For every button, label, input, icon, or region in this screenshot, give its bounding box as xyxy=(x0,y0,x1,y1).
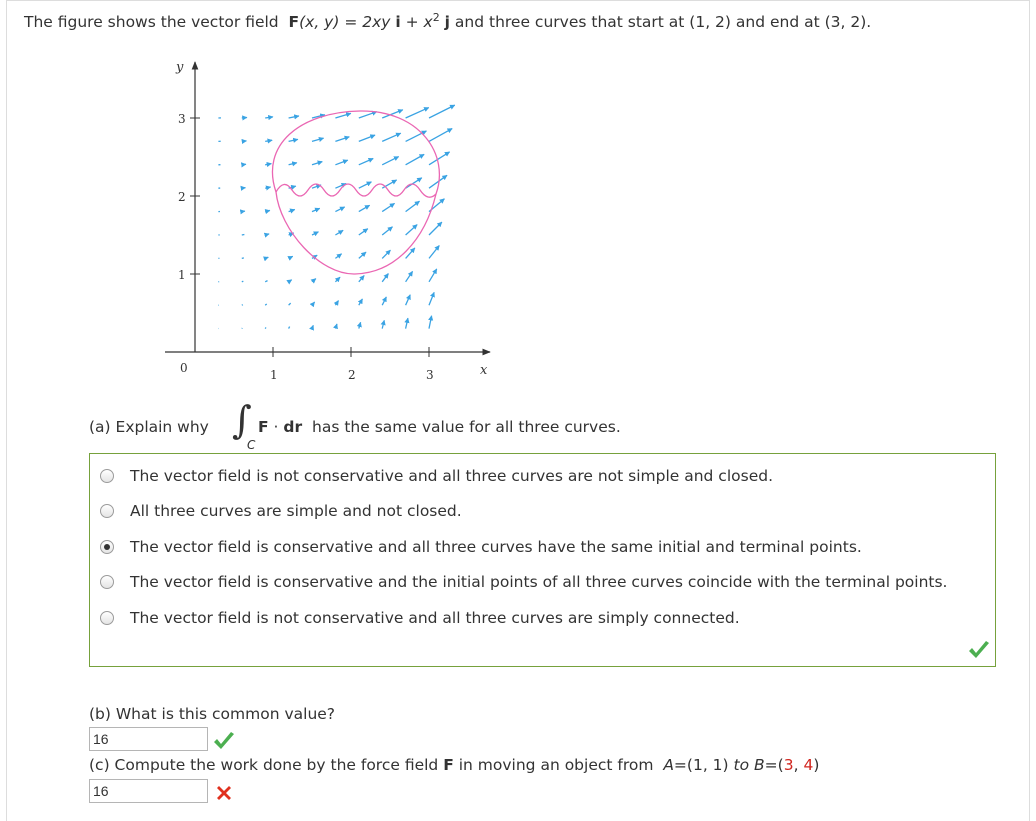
field-arrow xyxy=(406,131,427,141)
field-arrow xyxy=(312,325,313,328)
field-arrow xyxy=(359,322,361,328)
field-arrow xyxy=(242,258,244,259)
field-arrow xyxy=(382,274,388,282)
field-arrow xyxy=(312,138,324,141)
field-arrow xyxy=(335,230,343,235)
choice-label: The vector field is not conservative and all three curves are not simple and closed. xyxy=(130,467,774,485)
field-arrow xyxy=(359,275,364,281)
field-arrow xyxy=(359,112,377,118)
field-arrow xyxy=(265,164,271,165)
part-c-question: (c) Compute the work done by the force field F in moving an object from A=(1, 1) to B=(3, 4) xyxy=(89,756,820,774)
field-arrow xyxy=(382,250,390,258)
part-a-question: (a) Explain why xyxy=(89,418,209,436)
field-arrow xyxy=(312,208,320,211)
field-arrow xyxy=(382,297,386,305)
field-arrow xyxy=(359,229,368,235)
field-arrow xyxy=(265,234,269,235)
part-b-question: (b) What is this common value? xyxy=(89,705,336,723)
field-arrow xyxy=(382,227,392,235)
curve-lower-arc xyxy=(276,192,436,274)
vector-field-figure xyxy=(150,55,510,385)
choice-label: The vector field is not conservative and all three curves are simply connected. xyxy=(130,609,740,627)
field-arrow xyxy=(359,135,375,141)
field-arrow xyxy=(359,158,373,164)
field-arrow xyxy=(406,201,420,211)
choice-1[interactable] xyxy=(100,465,773,487)
field-arrow xyxy=(289,256,293,258)
field-arrow xyxy=(335,254,341,259)
choice-3[interactable] xyxy=(100,536,862,558)
choice-label: The vector field is conservative and the initial points of all three curves coincide with the terminal points. xyxy=(130,573,948,591)
field-arrow xyxy=(289,210,295,212)
field-arrow xyxy=(429,316,432,329)
radio-button[interactable] xyxy=(100,575,114,589)
field-arrow xyxy=(242,234,245,235)
field-arrow xyxy=(429,129,452,142)
field-arrow xyxy=(242,117,247,118)
field-arrow xyxy=(289,139,298,141)
field-arrow xyxy=(242,211,245,212)
field-arrow xyxy=(429,246,439,259)
field-arrow xyxy=(335,113,350,118)
y-tick-label-1: 1 xyxy=(178,268,186,282)
field-arrow xyxy=(406,178,422,188)
field-arrow xyxy=(406,108,429,118)
field-arrow xyxy=(312,162,322,165)
field-arrow xyxy=(359,299,363,305)
field-arrow xyxy=(406,271,413,281)
field-arrow xyxy=(265,140,272,141)
field-arrow xyxy=(242,281,244,282)
answer-choices xyxy=(89,453,996,667)
y-tick-label-2: 2 xyxy=(178,190,186,204)
field-arrow xyxy=(429,269,437,282)
y-tick-label-3: 3 xyxy=(178,112,186,126)
field-arrow xyxy=(265,327,266,328)
curve-upper-arc xyxy=(272,111,439,194)
radio-button[interactable] xyxy=(100,504,114,518)
checkmark-icon xyxy=(967,640,991,660)
field-arrow xyxy=(242,141,247,142)
field-arrow xyxy=(265,281,267,282)
field-arrow xyxy=(429,105,455,118)
integral-sign: ∫ xyxy=(232,398,252,442)
radio-button[interactable] xyxy=(100,611,114,625)
field-arrow xyxy=(265,304,267,305)
field-arrow xyxy=(335,184,346,189)
field-arrow xyxy=(242,164,246,165)
field-arrow xyxy=(265,257,268,258)
field-arrow xyxy=(242,188,246,189)
field-arrow xyxy=(335,160,347,165)
field-arrow xyxy=(359,182,372,188)
field-arrow xyxy=(382,203,394,211)
field-arrow xyxy=(312,232,318,235)
x-tick-label-1: 1 xyxy=(270,368,278,382)
field-arrow xyxy=(406,225,418,235)
x-axis-label: x xyxy=(480,363,488,378)
field-arrow xyxy=(406,154,425,164)
choice-label: The vector field is conservative and all three curves have the same initial and terminal points. xyxy=(130,538,862,556)
field-arrow xyxy=(429,292,434,305)
question-header: The figure shows the vector field F(x, y) = 2xy $i + x^2$ j and three curves that start at (1, 2) and end at (3, 2). xyxy=(24,11,872,31)
checkmark-icon xyxy=(212,731,236,751)
field-arrow xyxy=(429,152,450,165)
choice-5[interactable] xyxy=(100,607,740,629)
field-arrows xyxy=(218,105,454,328)
field-arrow xyxy=(335,137,349,142)
choice-2[interactable] xyxy=(100,500,462,522)
field-arrow xyxy=(289,163,297,165)
curve-wave xyxy=(276,184,436,197)
field-arrow xyxy=(242,328,243,329)
field-arrow xyxy=(406,318,408,328)
part-b-answer-input[interactable]: 16 xyxy=(89,727,208,751)
field-arrow xyxy=(289,116,299,118)
field-arrow xyxy=(382,133,401,141)
field-arrow xyxy=(265,210,270,211)
wrong-x-icon xyxy=(214,783,234,803)
field-arrow xyxy=(359,252,366,258)
field-arrow xyxy=(406,295,411,305)
origin-label: 0 xyxy=(180,361,188,375)
field-arrow xyxy=(265,117,273,118)
choice-label: All three curves are simple and not closed. xyxy=(130,502,462,520)
field-arrow xyxy=(429,222,442,235)
field-arrow xyxy=(335,277,340,282)
field-arrow xyxy=(242,305,243,306)
radio-button-selected[interactable] xyxy=(100,540,114,554)
y-axis-label: y xyxy=(176,60,184,75)
field-arrow xyxy=(312,302,315,305)
radio-button[interactable] xyxy=(100,469,114,483)
x-tick-label-2: 2 xyxy=(348,368,356,382)
field-arrow xyxy=(382,180,396,188)
field-arrow xyxy=(335,324,337,329)
part-c-answer-input[interactable]: 16 xyxy=(89,779,208,803)
field-arrow xyxy=(335,301,338,306)
integral-subscript: C xyxy=(247,438,256,452)
field-arrow xyxy=(289,327,290,329)
integrand: F · dr has the same value for all three curves. xyxy=(258,418,621,436)
field-arrow xyxy=(265,187,270,188)
field-arrow xyxy=(312,279,316,282)
field-arrow xyxy=(335,207,344,212)
field-arrow xyxy=(289,303,291,305)
x-tick-label-3: 3 xyxy=(426,368,434,382)
field-arrow xyxy=(359,205,370,211)
choice-4[interactable] xyxy=(100,571,947,593)
field-arrow xyxy=(382,157,398,165)
field-arrow xyxy=(289,280,292,282)
field-arrow xyxy=(382,320,384,328)
axis-ticks xyxy=(190,118,429,357)
